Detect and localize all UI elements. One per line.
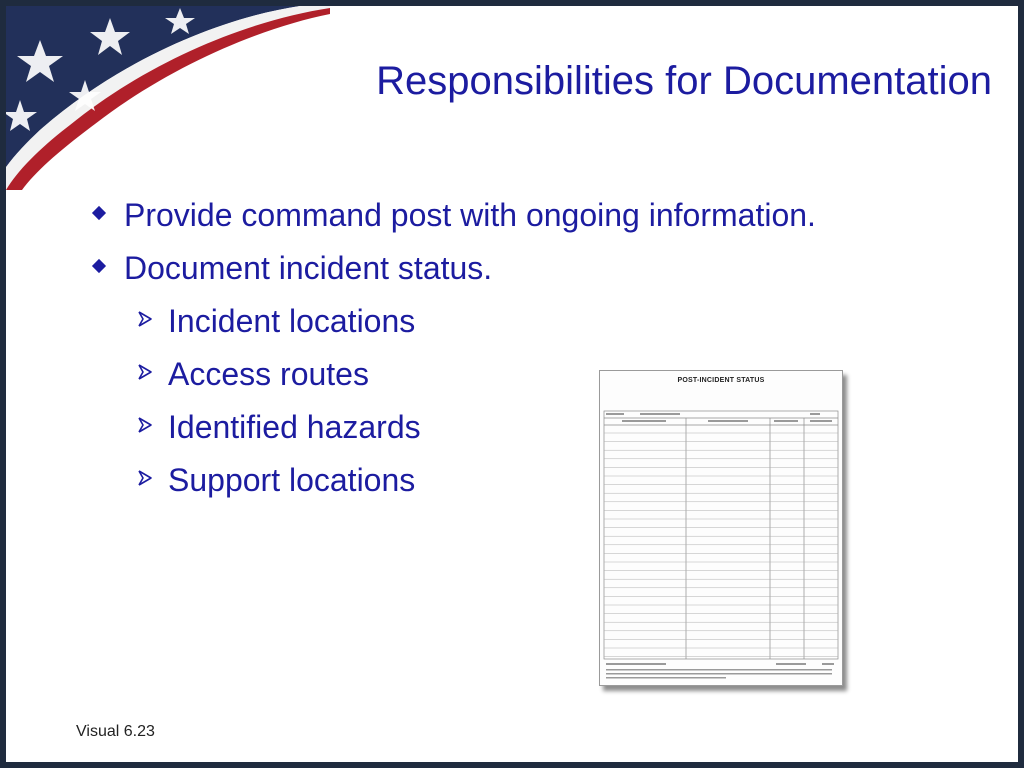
post-incident-status-form-image bbox=[599, 370, 843, 686]
sub-bullet-text: Support locations bbox=[168, 462, 416, 498]
bullet-text: Document incident status. bbox=[124, 250, 493, 286]
diamond-bullet-icon bbox=[92, 206, 106, 220]
sub-bullet-text: Identified hazards bbox=[168, 409, 421, 445]
sub-bullet-text: Incident locations bbox=[168, 303, 416, 339]
arrow-bullet-icon bbox=[134, 414, 156, 436]
slide-footer: Visual 6.23 bbox=[76, 723, 155, 740]
arrow-bullet-icon bbox=[134, 467, 156, 489]
arrow-bullet-icon bbox=[134, 361, 156, 383]
form-table-grid bbox=[600, 371, 842, 685]
bullet-text: Provide command post with ongoing information. bbox=[124, 197, 816, 233]
form-title: POST-INCIDENT STATUS bbox=[677, 377, 765, 384]
sub-bullet-text: Access routes bbox=[168, 356, 369, 392]
diamond-bullet-icon bbox=[92, 259, 106, 273]
slide-title: Responsibilities for Documentation bbox=[376, 59, 992, 103]
arrow-bullet-icon bbox=[134, 308, 156, 330]
